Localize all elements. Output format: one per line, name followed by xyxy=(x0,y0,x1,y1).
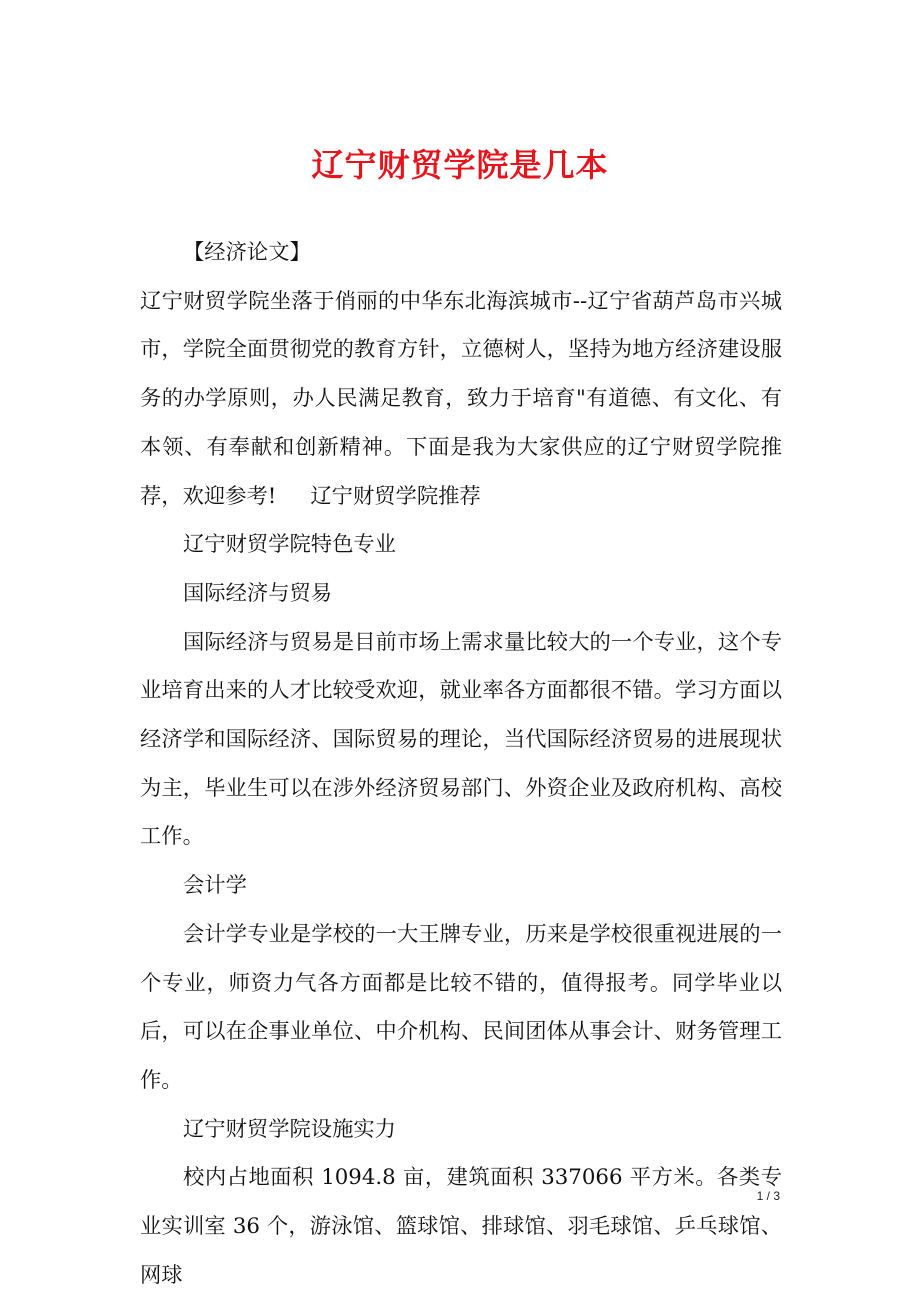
major-heading-accounting: 会计学 xyxy=(183,873,247,899)
document-body xyxy=(140,229,782,1300)
major-heading-international-trade: 国际经济与贸易 xyxy=(183,580,333,606)
intro-heading: 辽宁财贸学院推荐 xyxy=(310,483,481,509)
major-paragraph-international-trade: 国际经济与贸易是目前市场上需求量比较大的一个专业，这个专业培育出来的人才比较受欢迎，就业率各方面都很不错。学习方面以经济学和国际经济、国际贸易的理论，当代国际经济贸易的进展现状为主，毕业生可以在涉外经济贸易部门、外资企业及政府机构、高校工作。 xyxy=(140,629,782,850)
major-paragraph-accounting: 会计学专业是学校的一大王牌专业，历来是学校很重视进展的一个专业，师资力气各方面都是比较不错的，值得报考。同学毕业以后，可以在企事业单位、中介机构、民间团体从事会计、财务管理工作。 xyxy=(140,921,782,1093)
section-heading-majors: 辽宁财贸学院特色专业 xyxy=(183,532,396,558)
article-category-tag: 【经济论文】 xyxy=(183,240,311,265)
section-heading-facilities: 辽宁财贸学院设施实力 xyxy=(183,1116,396,1142)
facilities-paragraph: 校内占地面积 1094.8 亩，建筑面积 337066 平方米。各类专业实训室 36 个，游泳馆、篮球馆、排球馆、羽毛球馆、乒乓球馆、网球 xyxy=(140,1165,782,1288)
intro-paragraph xyxy=(140,278,782,522)
page-number: 1 / 3 xyxy=(756,1189,780,1203)
intro-text: 辽宁财贸学院坐落于俏丽的中华东北海滨城市--辽宁省葫芦岛市兴城市，学院全面贯彻党的教育方针，立德树人，坚持为地方经济建设服务的办学原则，办人民满足教育，致力于培育"有道德、有文化、有本领、有奉献和创新精神。下面是我为大家供应的辽宁财贸学院推荐，欢迎参考! xyxy=(140,288,782,509)
document-title: 辽宁财贸学院是几本 xyxy=(311,146,609,184)
